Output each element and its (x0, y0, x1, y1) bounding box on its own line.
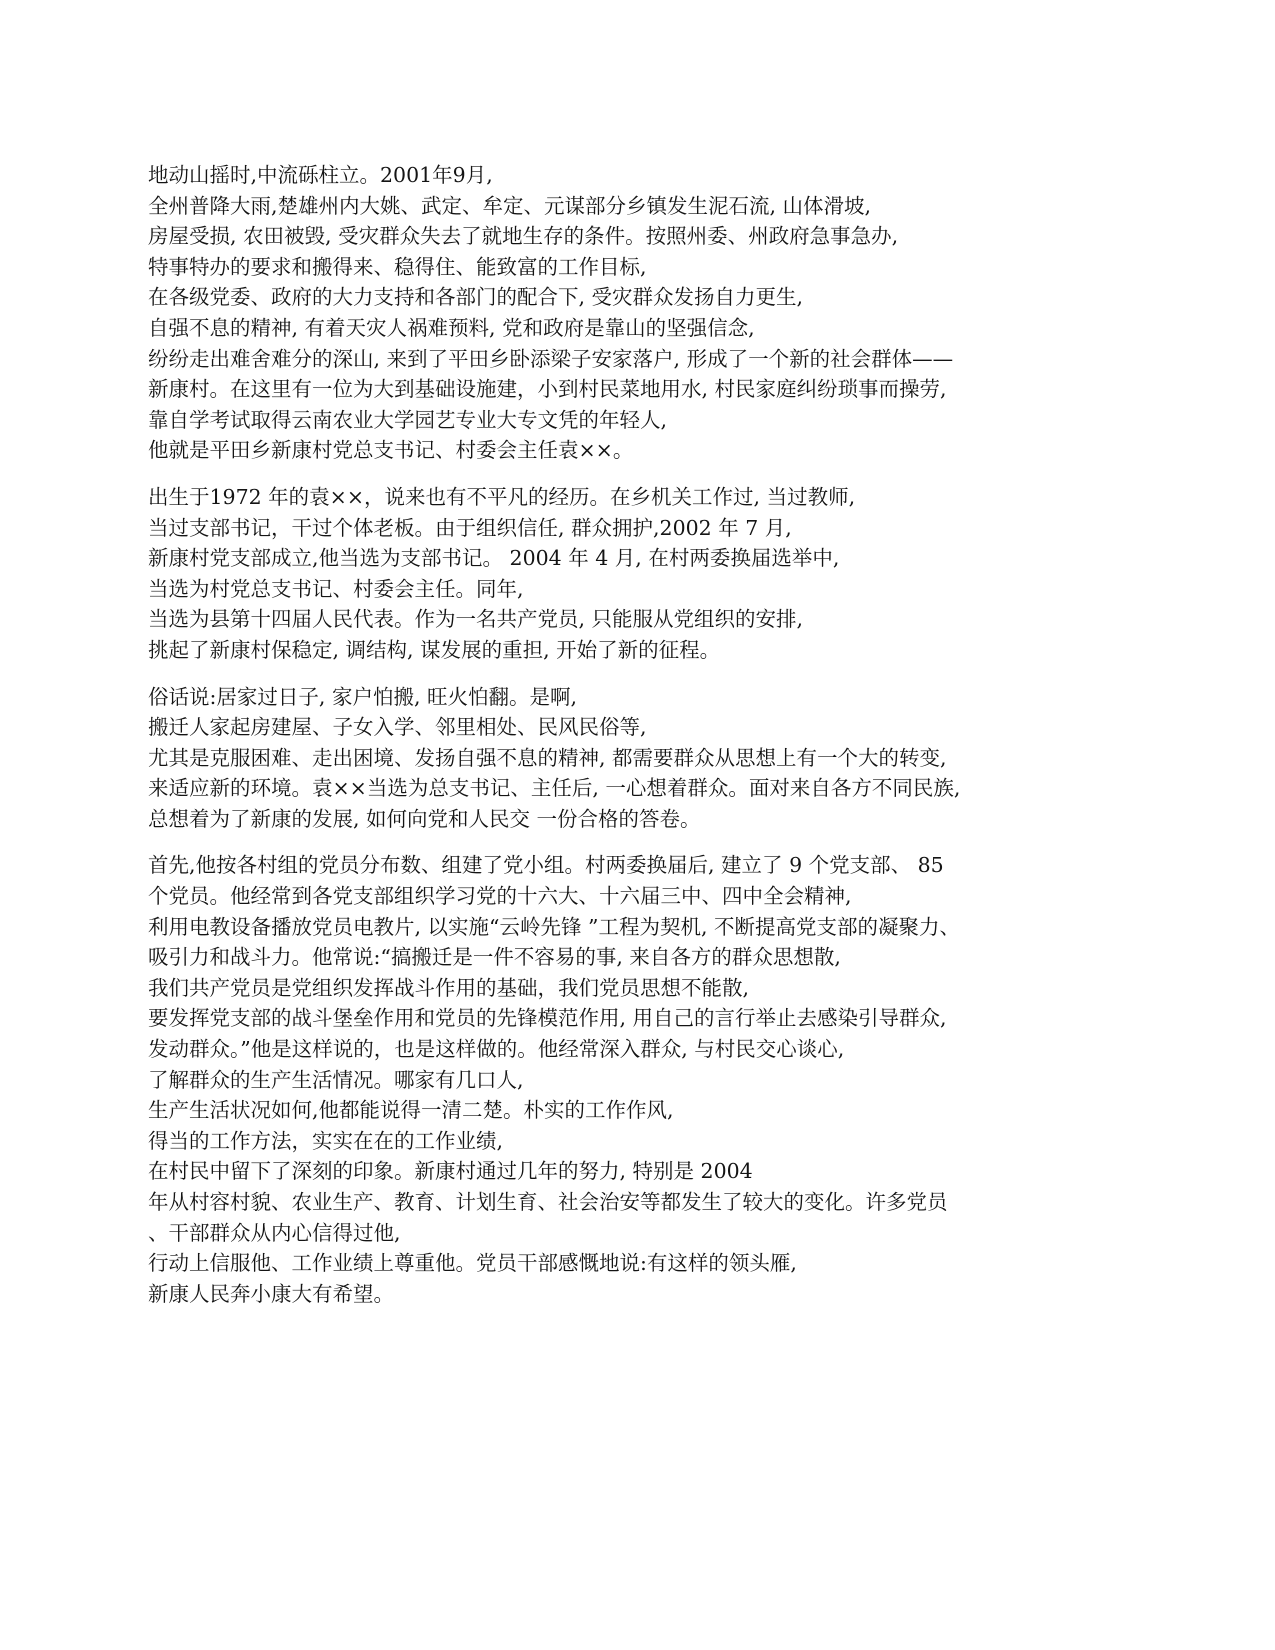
text-line: 我们共产党员是党组织发挥战斗作用的基础，我们党员思想不能散, (148, 975, 750, 1000)
text-line: 在村民中留下了深刻的印象。新康村通过几年的努力, 特别是 2004 (148, 1159, 753, 1184)
text-line: 要发挥党支部的战斗堡垒作用和党员的先锋模范作用, 用自己的言行举止去感染引导群众, (148, 1006, 947, 1031)
text-line: 年从村容村貌、农业生产、教育、计划生育、社会治安等都发生了较大的变化。许多党员 (148, 1190, 948, 1214)
text-line: 了解群众的生产生活情况。哪家有几口人, (148, 1067, 524, 1092)
text-line: 尤其是克服困难、走出困境、发扬自强不息的精神, 都需要群众从思想上有一个大的转变, (148, 745, 947, 770)
text-line: 纷纷走出难舍难分的深山, 来到了平田乡卧添梁子安家落户, 形成了一个新的社会群体—— (148, 346, 954, 371)
text-line: 俗话说:居家过日子, 家户怕搬, 旺火怕翻。是啊, (148, 684, 577, 709)
text-line: 来适应新的环境。袁××当选为总支书记、主任后, 一心想着群众。面对来自各方不同民族, (148, 776, 961, 801)
text-line: 特事特办的要求和搬得来、稳得住、能致富的工作目标, (148, 254, 647, 279)
text-line: 自强不息的精神, 有着天灾人祸难预料, 党和政府是靠山的坚强信念, (148, 315, 755, 340)
text-line: 利用电教设备播放党员电教片, 以实施“云岭先锋 ”工程为契机, 不断提高党支部的凝聚力、 (148, 914, 961, 939)
text-line: 他就是平田乡新康村党总支书记、村委会主任袁××。 (148, 438, 634, 463)
paragraph-3 (148, 682, 1148, 835)
text-line: 吸引力和战斗力。他常说:“搞搬迁是一件不容易的事, 来自各方的群众思想散, (148, 945, 841, 970)
text-line: 发动群众。”他是这样说的，也是这样做的。他经常深入群众, 与村民交心谈心, (148, 1037, 845, 1062)
document-body (148, 160, 1148, 1325)
text-line: 新康村党支部成立,他当选为支部书记。 2004 年 4 月, 在村两委换届选举中, (148, 546, 840, 571)
text-line: 、干部群众从内心信得过他, (148, 1220, 401, 1245)
text-line: 靠自学考试取得云南农业大学园艺专业大专文凭的年轻人, (148, 407, 668, 432)
text-line: 地动山摇时,中流砾柱立。2001年9月, (148, 163, 493, 187)
text-line: 房屋受损, 农田被毁, 受灾群众失去了就地生存的条件。按照州委、州政府急事急办, (148, 224, 899, 249)
text-line: 个党员。他经常到各党支部组织学习党的十六大、十六届三中、四中全会精神, (148, 884, 852, 909)
text-line: 行动上信服他、工作业绩上尊重他。党员干部感慨地说:有这样的领头雁, (148, 1251, 797, 1276)
text-line: 当选为县第十四届人民代表。作为一名共产党员, 只能服从党组织的安排, (148, 607, 804, 632)
text-line: 挑起了新康村保稳定, 调结构, 谋发展的重担, 开始了新的征程。 (148, 637, 721, 662)
text-line: 在各级党委、政府的大力支持和各部门的配合下, 受灾群众发扬自力更生, (148, 285, 804, 310)
text-line: 得当的工作方法，实实在在的工作业绩, (148, 1128, 504, 1153)
paragraph-4 (148, 850, 1148, 1309)
text-line: 新康人民奔小康大有希望。 (148, 1281, 394, 1306)
text-line: 生产生活状况如何,他都能说得一清二楚。朴实的工作作风, (148, 1098, 674, 1123)
text-line: 总想着为了新康的发展, 如何向党和人民交 一份合格的答卷。 (148, 806, 701, 831)
text-line: 搬迁人家起房建屋、子女入学、邻里相处、民风民俗等, (148, 715, 647, 740)
paragraph-1 (148, 160, 1148, 466)
text-line: 出生于1972 年的袁××，说来也有不平凡的经历。在乡机关工作过, 当过教师, (148, 484, 856, 509)
text-line: 当过支部书记，干过个体老板。由于组织信任, 群众拥护,2002 年 7 月, (148, 515, 792, 540)
text-line: 当选为村党总支书记、村委会主任。同年, (148, 576, 524, 601)
text-line: 新康村。在这里有一位为大到基础设施建，小到村民菜地用水, 村民家庭纠纷琐事而操劳, (148, 377, 947, 402)
text-line: 首先,他按各村组的党员分布数、组建了党小组。村两委换届后, 建立了 9 个党支部、 85 (148, 853, 944, 878)
paragraph-2 (148, 482, 1148, 666)
text-line: 全州普降大雨,楚雄州内大姚、武定、牟定、元谋部分乡镇发生泥石流, 山体滑坡, (148, 193, 872, 218)
